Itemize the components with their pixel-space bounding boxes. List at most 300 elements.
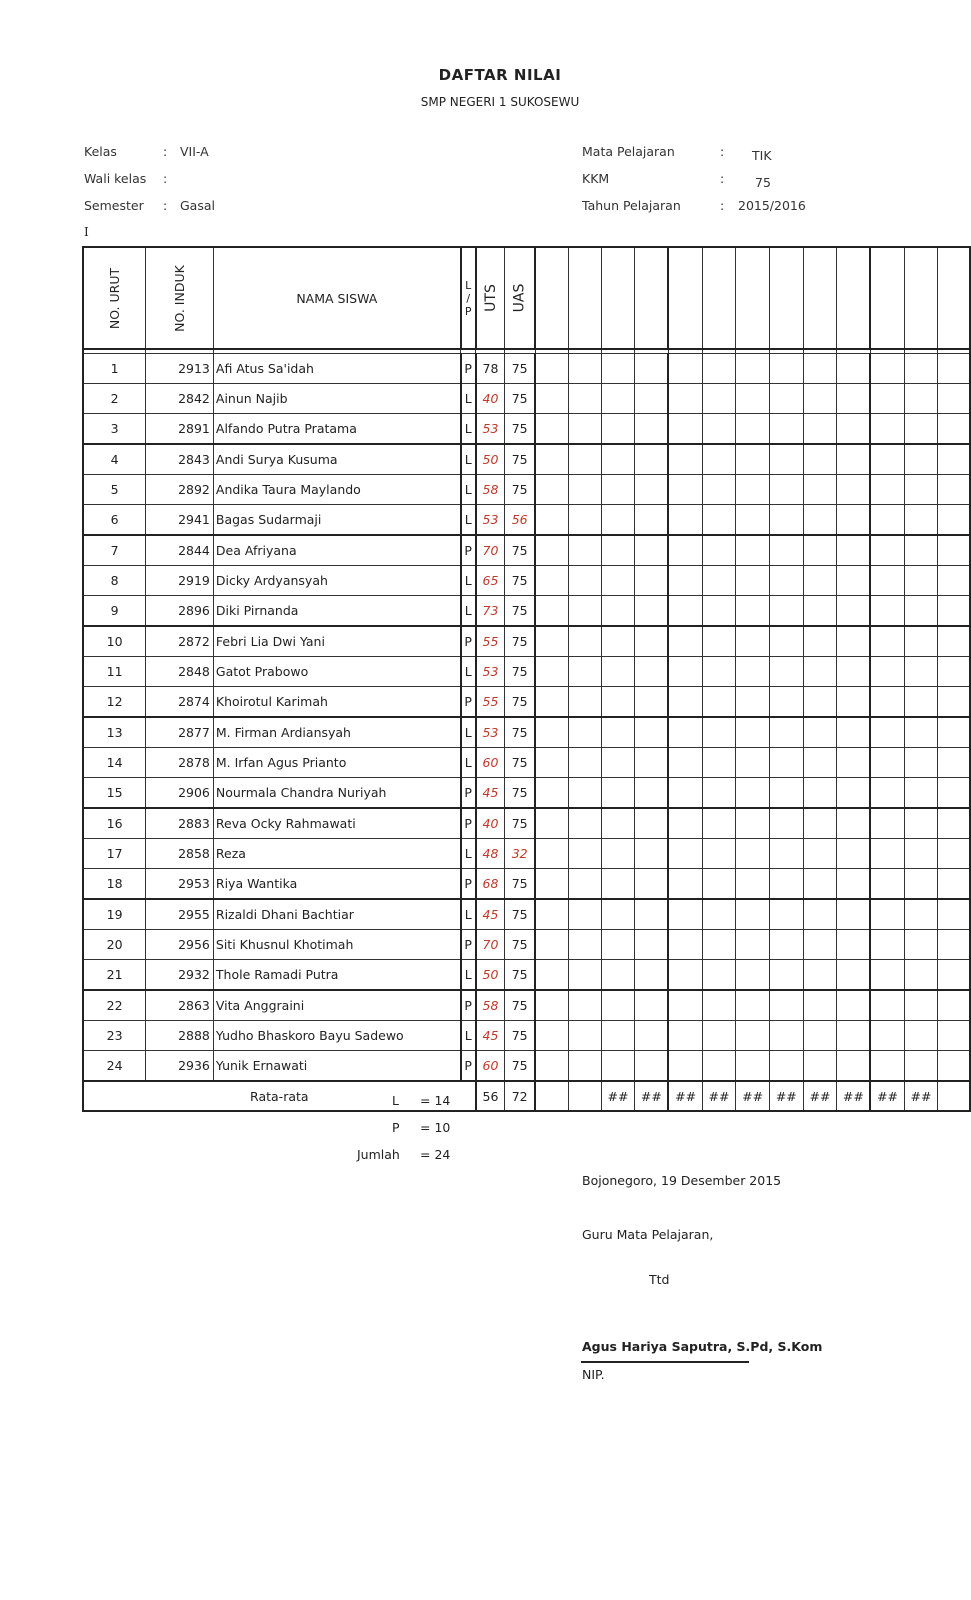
cell-empty [837,930,871,960]
cell-empty [870,808,904,839]
cell-empty [938,414,970,445]
cell-no-urut: 12 [83,687,146,718]
cell-empty [938,535,970,566]
average-label: Rata-rata [83,1081,476,1111]
cell-empty [769,566,803,596]
cell-lp: L [461,414,476,445]
header-empty-cell [568,247,601,349]
cell-empty [601,808,635,839]
cell-empty [769,657,803,687]
cell-empty [938,990,970,1021]
cell-empty [702,687,736,718]
cell-uas: 75 [505,596,535,627]
header-empty-cell [938,247,970,349]
cell-empty [702,960,736,991]
cell-empty [803,657,837,687]
cell-empty [668,778,702,809]
header-empty-cell [635,247,669,349]
cell-empty [904,778,938,809]
table-row [83,414,970,445]
cell-empty [601,899,635,930]
table-row [83,626,970,657]
cell-empty [568,475,601,505]
tahun-label: Tahun Pelajaran [582,198,681,213]
cell-empty [668,960,702,991]
cell-no-induk: 2936 [146,1051,214,1082]
average-extra-cell: ## [870,1081,904,1111]
cell-empty [938,899,970,930]
cell-empty [736,596,770,627]
cell-empty [635,354,669,384]
cell-empty [803,566,837,596]
cell-uas: 32 [505,839,535,869]
cell-empty [803,839,837,869]
cell-empty [938,596,970,627]
cell-nama-siswa: Vita Anggraini [213,990,460,1021]
table-header-row [83,247,970,349]
cell-empty [837,1021,871,1051]
cell-uts: 55 [476,687,505,718]
cell-empty [668,808,702,839]
cell-lp: P [461,354,476,384]
cell-uas: 75 [505,899,535,930]
cell-empty [870,960,904,991]
cell-empty [635,475,669,505]
header-empty-cell [803,247,837,349]
cell-empty [535,626,568,657]
cell-empty [736,990,770,1021]
cell-empty [601,778,635,809]
wali-kelas-colon: : [163,171,168,186]
cell-empty [568,930,601,960]
table-row [83,384,970,414]
cell-empty [769,505,803,536]
table-row [83,657,970,687]
cell-empty [568,808,601,839]
cell-empty [803,414,837,445]
cell-no-induk: 2941 [146,505,214,536]
header-empty-cell [904,247,938,349]
cell-empty [938,748,970,778]
cell-empty [668,384,702,414]
cell-uts: 45 [476,778,505,809]
cell-empty [904,626,938,657]
cell-empty [837,444,871,475]
cell-no-urut: 7 [83,535,146,566]
cell-empty [702,626,736,657]
cell-no-induk: 2858 [146,839,214,869]
cell-no-urut: 18 [83,869,146,900]
cell-empty [837,414,871,445]
cell-empty [870,990,904,1021]
cell-empty [769,1021,803,1051]
cell-empty [736,1051,770,1082]
cell-nama-siswa: Febri Lia Dwi Yani [213,626,460,657]
cell-empty [535,1021,568,1051]
cell-empty [702,717,736,748]
cell-uas: 75 [505,687,535,718]
cell-nama-siswa: Alfando Putra Pratama [213,414,460,445]
cell-empty [601,384,635,414]
cell-empty [568,566,601,596]
cell-lp: P [461,1051,476,1082]
cell-empty [904,960,938,991]
cell-empty [870,687,904,718]
document-title: DAFTAR NILAI [438,66,562,84]
cell-lp: L [461,717,476,748]
cell-empty [938,1051,970,1082]
cell-empty [938,869,970,900]
cell-empty [635,535,669,566]
cell-empty [668,535,702,566]
cell-empty [635,778,669,809]
cell-uts: 48 [476,839,505,869]
cell-empty [635,687,669,718]
cell-empty [803,930,837,960]
cell-nama-siswa: Rizaldi Dhani Bachtiar [213,899,460,930]
cell-no-urut: 5 [83,475,146,505]
cell-uas: 75 [505,717,535,748]
cell-empty [769,808,803,839]
cell-empty [601,475,635,505]
cell-empty [904,687,938,718]
cell-empty [736,444,770,475]
header-empty-cell [535,247,568,349]
cell-empty [870,899,904,930]
table-row [83,687,970,718]
cell-empty [904,444,938,475]
cell-empty [601,1051,635,1082]
cell-empty [668,717,702,748]
cell-no-urut: 15 [83,778,146,809]
cell-uts: 40 [476,384,505,414]
cell-empty [568,1051,601,1082]
summary-p-label: P [392,1120,400,1135]
cell-empty [938,566,970,596]
cell-empty [870,505,904,536]
cell-empty [938,475,970,505]
table-row [83,354,970,384]
cell-empty [837,354,871,384]
summary-total-label: Jumlah [357,1147,400,1162]
cell-no-induk: 2872 [146,626,214,657]
cell-empty [769,717,803,748]
cell-lp: L [461,444,476,475]
cell-empty [535,444,568,475]
cell-lp: L [461,960,476,991]
cell-empty [635,1051,669,1082]
cell-empty [870,839,904,869]
table-row [83,535,970,566]
cell-empty [668,626,702,657]
cell-uts: 45 [476,1021,505,1051]
cell-empty [803,1051,837,1082]
table-row [83,505,970,536]
cell-empty [904,566,938,596]
cell-empty [635,808,669,839]
cell-empty [837,808,871,839]
marker-text: I [84,225,89,239]
cell-no-induk: 2892 [146,475,214,505]
cell-empty [870,778,904,809]
cell-empty [535,1051,568,1082]
cell-empty [803,505,837,536]
cell-no-urut: 1 [83,354,146,384]
cell-empty [837,596,871,627]
cell-empty [535,535,568,566]
cell-nama-siswa: Yudho Bhaskoro Bayu Sadewo [213,1021,460,1051]
cell-lp: L [461,748,476,778]
cell-nama-siswa: Gatot Prabowo [213,657,460,687]
cell-empty [635,566,669,596]
cell-empty [601,687,635,718]
cell-empty [702,475,736,505]
cell-empty [769,960,803,991]
table-row [83,1051,970,1082]
cell-empty [736,354,770,384]
cell-empty [568,505,601,536]
cell-nama-siswa: M. Firman Ardiansyah [213,717,460,748]
cell-no-induk: 2932 [146,960,214,991]
cell-uts: 70 [476,535,505,566]
cell-empty [904,414,938,445]
cell-no-induk: 2844 [146,535,214,566]
cell-empty [668,414,702,445]
grades-table [82,246,971,1112]
cell-no-urut: 6 [83,505,146,536]
cell-no-urut: 21 [83,960,146,991]
cell-empty [668,1021,702,1051]
cell-lp: L [461,566,476,596]
cell-no-induk: 2913 [146,354,214,384]
cell-lp: P [461,990,476,1021]
tahun-value: 2015/2016 [738,198,806,213]
cell-uas: 75 [505,778,535,809]
cell-lp: P [461,778,476,809]
header-no-induk: NO. INDUK [146,247,214,349]
header-lp: L / P [461,247,476,349]
table-row [83,869,970,900]
cell-empty [736,505,770,536]
cell-empty [904,990,938,1021]
cell-empty [568,960,601,991]
cell-empty [535,475,568,505]
cell-no-induk: 2953 [146,869,214,900]
cell-empty [870,414,904,445]
cell-empty [870,444,904,475]
kelas-value: VII-A [180,144,209,159]
cell-empty [601,414,635,445]
cell-nama-siswa: Khoirotul Karimah [213,687,460,718]
tahun-colon: : [720,198,725,213]
average-extra-cell [535,1081,568,1111]
cell-empty [668,899,702,930]
cell-empty [601,990,635,1021]
cell-empty [568,839,601,869]
table-row [83,444,970,475]
cell-lp: P [461,869,476,900]
cell-no-induk: 2956 [146,930,214,960]
cell-empty [635,1021,669,1051]
cell-uas: 75 [505,960,535,991]
mapel-label: Mata Pelajaran [582,144,675,159]
cell-uas: 75 [505,990,535,1021]
table-row [83,990,970,1021]
cell-empty [736,717,770,748]
header-empty-cell [601,247,635,349]
cell-empty [837,505,871,536]
cell-empty [601,1021,635,1051]
cell-uts: 78 [476,354,505,384]
header-empty-cell [870,247,904,349]
cell-lp: L [461,839,476,869]
cell-empty [702,566,736,596]
cell-no-induk: 2955 [146,899,214,930]
cell-nama-siswa: Afi Atus Sa'idah [213,354,460,384]
cell-uts: 50 [476,960,505,991]
average-extra-cell [568,1081,601,1111]
cell-empty [769,384,803,414]
cell-nama-siswa: Riya Wantika [213,869,460,900]
cell-empty [769,869,803,900]
cell-empty [568,899,601,930]
average-extra-cell: ## [668,1081,702,1111]
cell-empty [870,566,904,596]
cell-empty [568,414,601,445]
cell-empty [803,535,837,566]
cell-empty [769,748,803,778]
table-row [83,808,970,839]
cell-empty [803,687,837,718]
cell-no-induk: 2878 [146,748,214,778]
cell-lp: P [461,687,476,718]
cell-empty [904,839,938,869]
cell-uas: 75 [505,414,535,445]
semester-value: Gasal [180,198,215,213]
cell-lp: P [461,626,476,657]
cell-no-urut: 2 [83,384,146,414]
cell-empty [668,687,702,718]
mapel-value: TIK [752,148,772,163]
cell-empty [568,869,601,900]
cell-empty [904,505,938,536]
cell-uts: 45 [476,899,505,930]
cell-empty [870,1021,904,1051]
cell-empty [938,687,970,718]
cell-empty [870,384,904,414]
cell-empty [601,839,635,869]
cell-empty [938,505,970,536]
cell-empty [601,505,635,536]
cell-empty [535,596,568,627]
cell-empty [938,930,970,960]
cell-empty [568,748,601,778]
cell-uas: 75 [505,808,535,839]
cell-empty [904,748,938,778]
summary-p-value: = 10 [420,1120,451,1135]
cell-empty [635,930,669,960]
cell-uas: 75 [505,384,535,414]
cell-no-induk: 2906 [146,778,214,809]
cell-empty [938,1021,970,1051]
kkm-colon: : [720,171,725,186]
signature-name: Agus Hariya Saputra, S.Pd, S.Kom [582,1339,823,1354]
cell-empty [635,717,669,748]
summary-total-value: = 24 [420,1147,451,1162]
cell-empty [837,384,871,414]
cell-empty [702,930,736,960]
cell-empty [803,354,837,384]
wali-kelas-label: Wali kelas [84,171,147,186]
kelas-colon: : [163,144,168,159]
cell-uas: 75 [505,869,535,900]
cell-empty [635,960,669,991]
table-row [83,596,970,627]
cell-empty [769,626,803,657]
cell-empty [601,535,635,566]
cell-empty [702,505,736,536]
cell-empty [837,778,871,809]
cell-empty [904,1051,938,1082]
cell-uts: 68 [476,869,505,900]
cell-empty [601,657,635,687]
cell-empty [736,657,770,687]
summary-l-value: = 14 [420,1093,451,1108]
cell-empty [938,839,970,869]
cell-empty [635,839,669,869]
cell-empty [568,990,601,1021]
cell-empty [837,869,871,900]
header-empty-cell [702,247,736,349]
cell-no-urut: 20 [83,930,146,960]
table-row [83,839,970,869]
cell-uas: 75 [505,354,535,384]
cell-empty [803,869,837,900]
cell-empty [702,899,736,930]
cell-empty [601,717,635,748]
semester-colon: : [163,198,168,213]
cell-empty [938,626,970,657]
cell-empty [702,778,736,809]
average-row [83,1081,970,1111]
cell-uts: 55 [476,626,505,657]
cell-empty [668,505,702,536]
cell-empty [803,990,837,1021]
cell-nama-siswa: Siti Khusnul Khotimah [213,930,460,960]
cell-empty [535,990,568,1021]
average-extra-cell: ## [904,1081,938,1111]
cell-no-urut: 19 [83,899,146,930]
average-extra-cell: ## [601,1081,635,1111]
table-row [83,717,970,748]
cell-empty [769,444,803,475]
cell-empty [568,778,601,809]
cell-empty [904,899,938,930]
average-extra-cell: ## [769,1081,803,1111]
cell-empty [803,899,837,930]
cell-empty [904,475,938,505]
cell-empty [535,778,568,809]
cell-empty [736,687,770,718]
cell-empty [535,354,568,384]
cell-empty [736,535,770,566]
cell-empty [601,566,635,596]
cell-empty [736,930,770,960]
cell-no-urut: 10 [83,626,146,657]
cell-empty [769,354,803,384]
signature-role: Guru Mata Pelajaran, [582,1227,714,1242]
cell-empty [837,566,871,596]
